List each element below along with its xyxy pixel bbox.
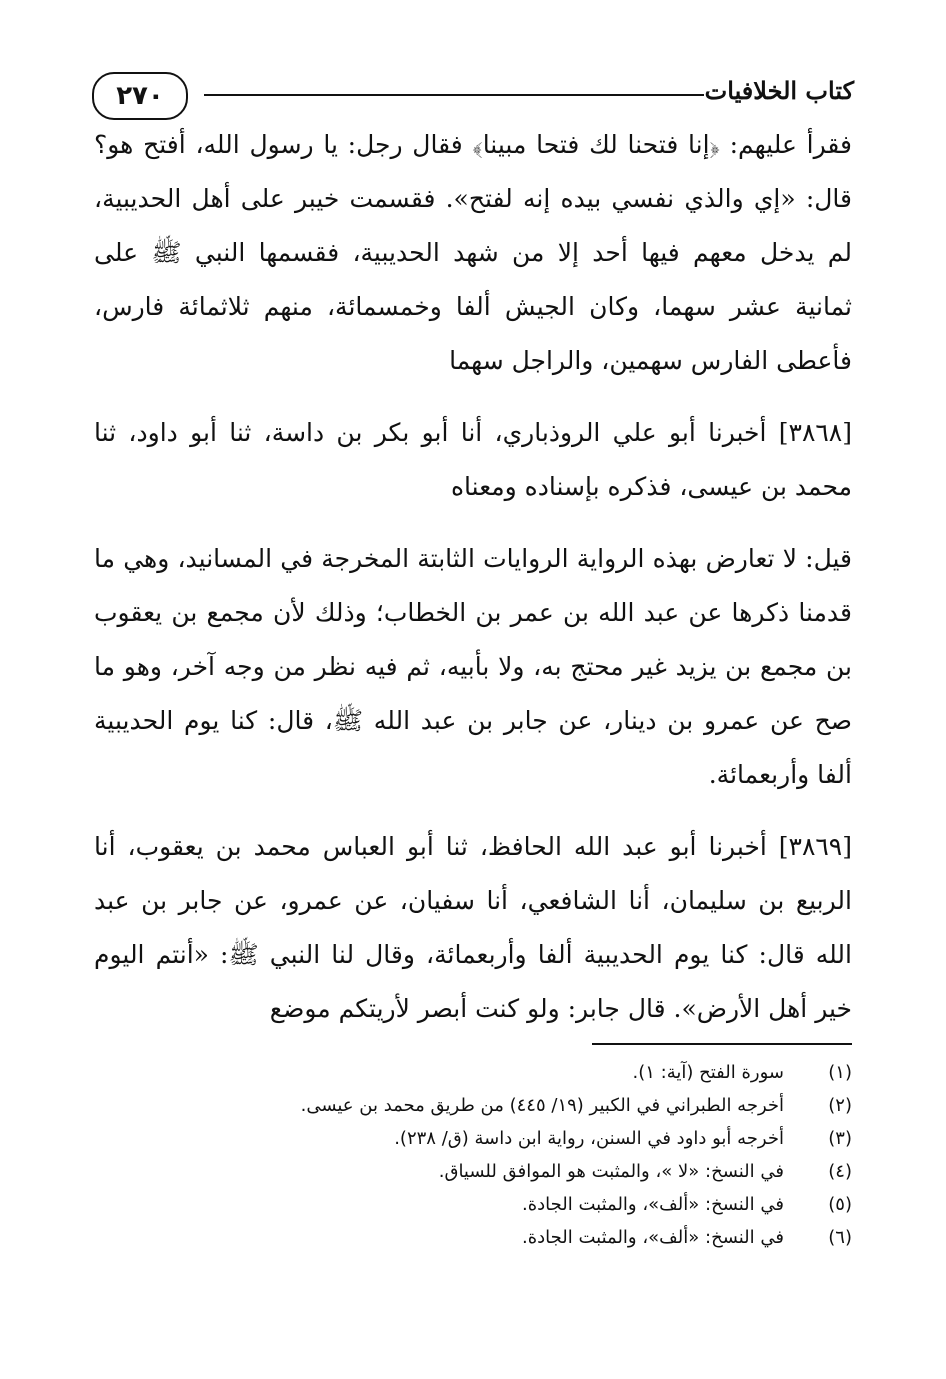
footnote-number: (٥) <box>828 1194 852 1215</box>
main-text <box>94 118 852 1054</box>
paragraph-2: [٣٨٦٨] أخبرنا أبو علي الروذباري، أنا أبو بكر بن داسة، ثنا أبو داود، ثنا محمد بن عيسى، فذكره بإسناده ومعناه <box>94 418 852 501</box>
paragraph-4: [٣٨٦٩] أخبرنا أبو عبد الله الحافظ، ثنا أبو العباس محمد بن يعقوب، أنا الربيع بن سليمان، أنا الشافعي، أنا سفيان، عن عمرو، عن جابر بن عبد الله قال: كنا يوم الحديبية ألفا وأربعمائة، وقال لنا النبي ﷺ: «أنتم اليوم خير أهل الأرض». قال جابر: ولو كنت أبصر لأريتكم موضع <box>94 832 852 1023</box>
footnote-item <box>94 1056 852 1089</box>
footnote-text: أخرجه أبو داود في السنن، رواية ابن داسة (ق/ ٢٣٨). <box>394 1128 784 1149</box>
footnote-number: (١) <box>828 1062 852 1083</box>
footnote-text: في النسخ: «ألف»، والمثبت الجادة. <box>522 1194 784 1215</box>
footnote-text: في النسخ: «لا »، والمثبت هو الموافق للسياق. <box>438 1161 784 1182</box>
footnote-text: أخرجه الطبراني في الكبير (١٩/ ٤٤٥) من طريق محمد بن عيسى. <box>300 1095 784 1116</box>
footnote-separator <box>592 1043 852 1045</box>
header-rule <box>204 94 704 96</box>
footnote-item <box>94 1155 852 1188</box>
footnote-text: سورة الفتح (آية: ١). <box>632 1062 784 1083</box>
footnote-item <box>94 1188 852 1221</box>
footnote-number: (٢) <box>828 1095 852 1116</box>
page-number: ٢٧٠ <box>92 72 188 120</box>
footnote-number: (٦) <box>828 1227 852 1248</box>
paragraph-1: فقرأ عليهم: ﴿إنا فتحنا لك فتحا مبينا﴾ فقال رجل: يا رسول الله، أفتح هو؟ قال: «إي والذي نفسي بيده إنه لفتح». فقسمت خيبر على أهل الحديبية، لم يدخل معهم فيها أحد إلا من شهد الحديبية، فقسمها النبي ﷺ على ثمانية عشر سهما، وكان الجيش ألفا وخمسمائة، منهم ثلاثمائة فارس، فأعطى الفارس سهمين، والراجل سهما <box>94 130 852 375</box>
footnote-number: (٤) <box>828 1161 852 1182</box>
paragraph-3: قيل: لا تعارض بهذه الرواية الروايات الثابتة المخرجة في المسانيد، وهي ما قدمنا ذكرها عن عبد الله بن عمر بن الخطاب؛ وذلك لأن مجمع بن يعقوب بن مجمع بن يزيد غير محتج به، ولا بأبيه، ثم فيه نظر من وجه آخر، وهو ما صح عن عمرو بن دينار، عن جابر بن عبد الله ﷺ، قال: كنا يوم الحديبية ألفا وأربعمائة. <box>94 544 852 789</box>
footnote-item <box>94 1221 852 1254</box>
footnote-item <box>94 1122 852 1155</box>
footnote-text: في النسخ: «ألف»، والمثبت الجادة. <box>522 1227 784 1248</box>
footnote-item <box>94 1089 852 1122</box>
book-title: كتاب الخلافيات <box>704 76 854 105</box>
footnotes <box>94 1056 852 1254</box>
footnote-number: (٣) <box>828 1128 852 1149</box>
page-header <box>92 72 854 124</box>
